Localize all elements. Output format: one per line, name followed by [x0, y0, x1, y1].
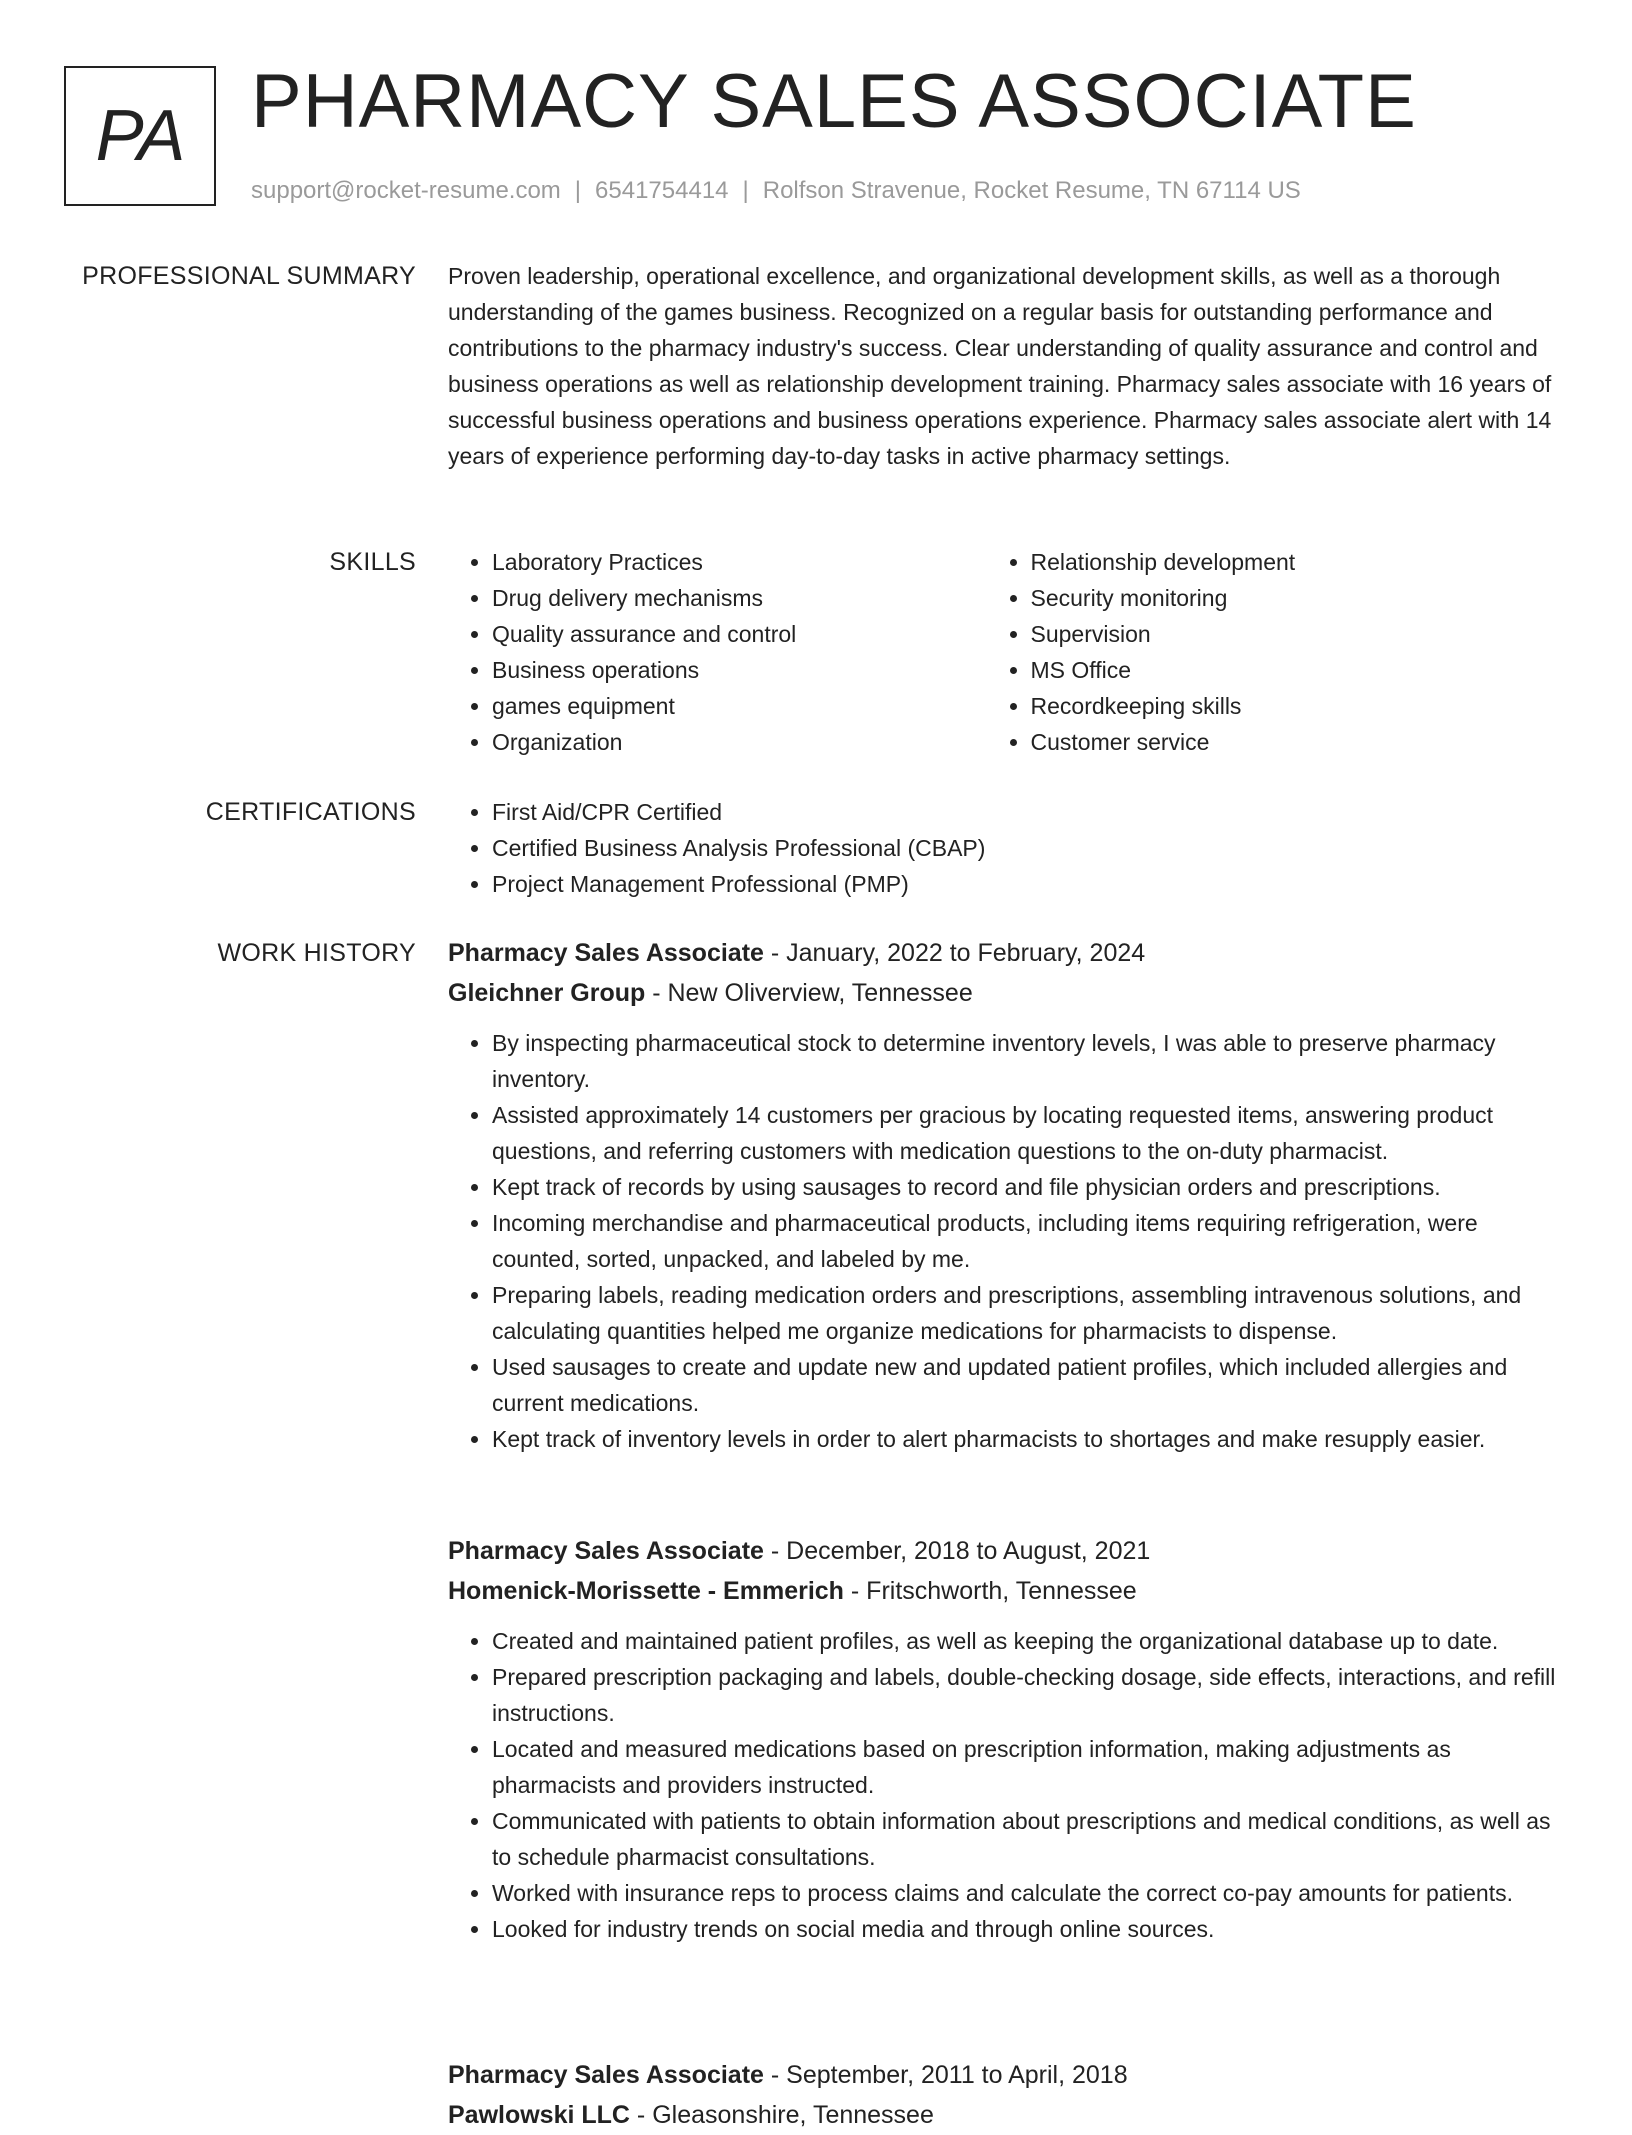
skill-item: • Security monitoring: [1031, 580, 1569, 616]
certifications-body: [448, 794, 1568, 902]
certifications-label: CERTIFICATIONS: [205, 798, 416, 826]
job-dates: - September, 2011 to April, 2018: [763, 2061, 1128, 2089]
job-title: Pharmacy Sales Associate: [448, 2061, 764, 2089]
work-history-body: [448, 933, 1568, 2129]
skill-item: • games equipment: [492, 688, 987, 724]
job-location: - New Oliverview, Tennessee: [645, 979, 973, 1007]
certification-item: • Certified Business Analysis Professional (CBAP): [492, 830, 1568, 866]
skills-label: SKILLS: [329, 548, 416, 576]
skill-item: • Supervision: [1031, 616, 1569, 652]
job-dates: - January, 2022 to February, 2024: [763, 939, 1146, 967]
skill-item: • Laboratory Practices: [492, 544, 987, 580]
monogram-logo: PA: [64, 66, 216, 206]
job-entry: [448, 933, 1568, 1457]
job-company-line: [448, 1571, 1568, 1611]
job-title: Pharmacy Sales Associate: [448, 1537, 764, 1565]
job-bullet: • Incoming merchandise and pharmaceutical products, including items requiring refrigeration, were counted, sorted, unpacked, and labeled by me.: [492, 1205, 1568, 1277]
job-company: Pawlowski LLC: [448, 2101, 630, 2129]
job-bullet: • Preparing labels, reading medication orders and prescriptions, assembling intravenous solutions, and calculating quantities helped me organize medications for pharmacists to dispense.: [492, 1277, 1568, 1349]
job-bullet: • Looked for industry trends on social media and through online sources.: [492, 1911, 1568, 1947]
job-title-line: [448, 933, 1568, 973]
skill-item: • Relationship development: [1031, 544, 1569, 580]
job-bullet: • Communicated with patients to obtain information about prescriptions and medical conditions, as well as to schedule pharmacist consultations.: [492, 1803, 1568, 1875]
job-bullets: [448, 1025, 1568, 1457]
job-bullet: • Assisted approximately 14 customers per gracious by locating requested items, answering product questions, and referring customers with medication questions to the on-duty pharmacist.: [492, 1097, 1568, 1169]
summary-text: Proven leadership, operational excellence, and organizational development skills, as well as a thorough understanding of the games business. Recognized on a regular basis for outstanding performance and contributions to the pharmacy industry's success. Clear understanding of quality assurance and control and business operations as well as relationship development training. Pharmacy sales associate with 16 years of successful business operations and business operations experience. Pharmacy sales associate alert with 14 years of experience performing day-to-day tasks in active pharmacy settings.: [448, 263, 1552, 469]
summary-body: [448, 258, 1568, 474]
skill-item: • MS Office: [1031, 652, 1569, 688]
skill-item: • Customer service: [1031, 724, 1569, 760]
skill-item: • Recordkeeping skills: [1031, 688, 1569, 724]
skill-item: • Quality assurance and control: [492, 616, 987, 652]
certification-item: • First Aid/CPR Certified: [492, 794, 1568, 830]
skills-list-left: [448, 544, 987, 760]
job-bullet: • Located and measured medications based on prescription information, making adjustments as pharmacists and providers instructed.: [492, 1731, 1568, 1803]
job-dates: - December, 2018 to August, 2021: [763, 1537, 1151, 1565]
job-bullet: • By inspecting pharmaceutical stock to determine inventory levels, I was able to preserve pharmacy inventory.: [492, 1025, 1568, 1097]
candidate-name: PHARMACY SALES ASSOCIATE: [251, 59, 1417, 144]
job-bullet: • Used sausages to create and update new and updated patient profiles, which included allergies and current medications.: [492, 1349, 1568, 1421]
job-bullet: • Worked with insurance reps to process claims and calculate the correct co-pay amounts for patients.: [492, 1875, 1568, 1911]
job-location: - Gleasonshire, Tennessee: [629, 2101, 934, 2129]
summary-label: PROFESSIONAL SUMMARY: [82, 262, 416, 290]
job-location: - Fritschworth, Tennessee: [843, 1577, 1137, 1605]
job-title-line: [448, 1531, 1568, 1571]
job-bullet: • Prepared prescription packaging and labels, double-checking dosage, side effects, interactions, and refill instructions.: [492, 1659, 1568, 1731]
job-company: Gleichner Group: [448, 979, 646, 1007]
contact-phone[interactable]: 6541754414: [595, 177, 729, 204]
job-entry: [448, 2055, 1568, 2135]
work-history-label: WORK HISTORY: [217, 939, 416, 967]
job-bullets: [448, 1623, 1568, 1947]
certifications-list: [448, 794, 1568, 902]
skills-body: [448, 544, 1568, 760]
job-title: Pharmacy Sales Associate: [448, 939, 764, 967]
job-entry: [448, 1531, 1568, 1947]
skill-item: • Organization: [492, 724, 987, 760]
certification-item: • Project Management Professional (PMP): [492, 866, 1568, 902]
job-title-line: [448, 2055, 1568, 2095]
contact-separator: |: [742, 177, 749, 204]
job-company-line: [448, 2095, 1568, 2135]
job-bullet: • Kept track of inventory levels in order to alert pharmacists to shortages and make resupply easier.: [492, 1421, 1568, 1457]
job-bullet: • Created and maintained patient profiles, as well as keeping the organizational database up to date.: [492, 1623, 1568, 1659]
contact-separator: |: [574, 177, 582, 204]
contact-email[interactable]: support@rocket-resume.com: [251, 177, 561, 204]
skills-list-right: [987, 544, 1569, 760]
job-company-line: [448, 973, 1568, 1013]
contact-address: Rolfson Stravenue, Rocket Resume, TN 67114 US: [762, 177, 1301, 204]
skill-item: • Business operations: [492, 652, 987, 688]
contact-line: [251, 174, 1301, 208]
skill-item: • Drug delivery mechanisms: [492, 580, 987, 616]
job-company: Homenick-Morissette - Emmerich: [448, 1577, 844, 1605]
job-bullet: • Kept track of records by using sausages to record and file physician orders and prescriptions.: [492, 1169, 1568, 1205]
